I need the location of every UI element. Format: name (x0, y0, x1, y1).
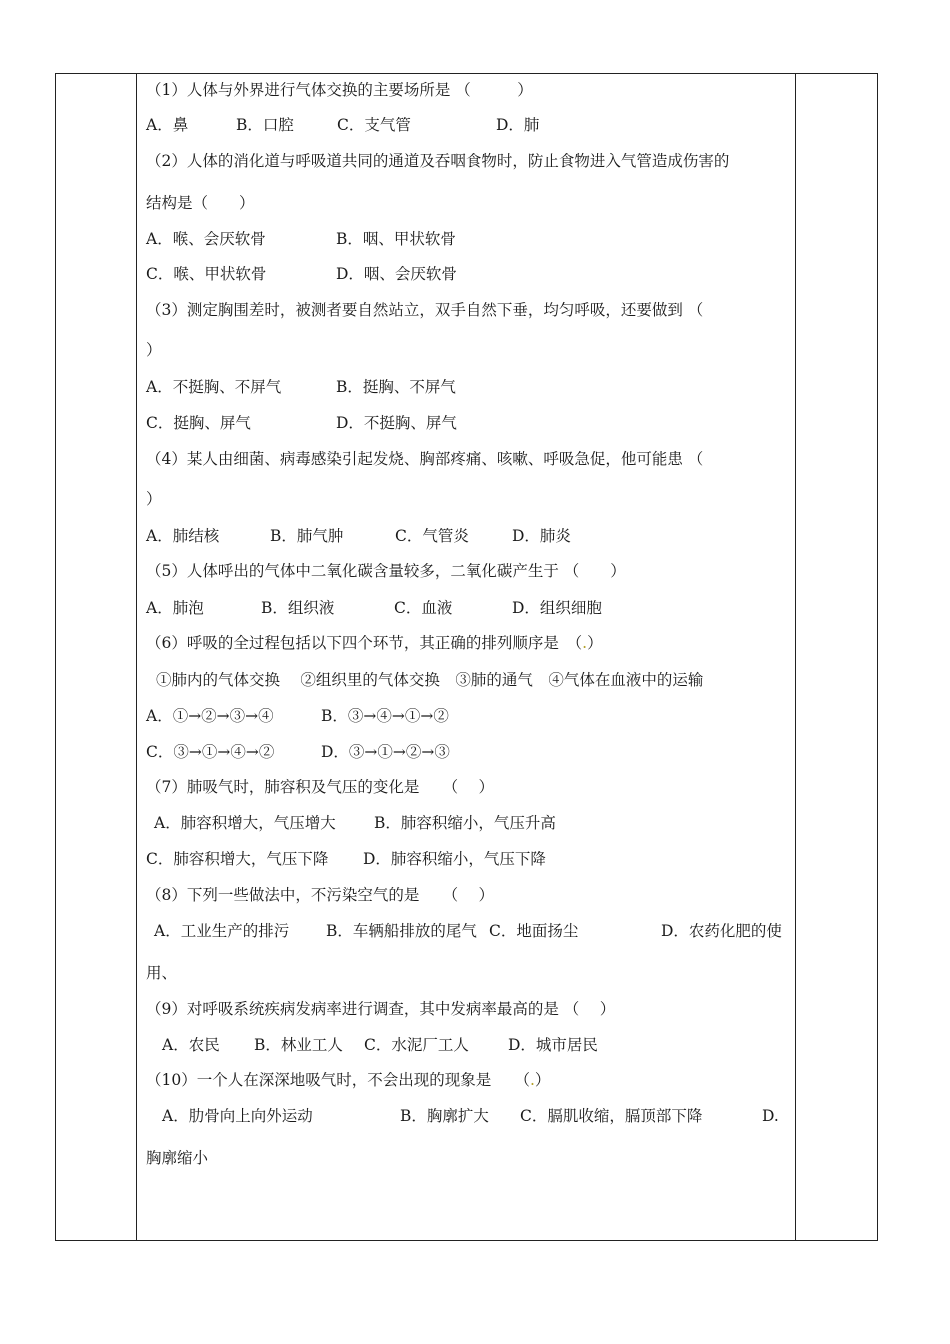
q7-option-a: A．肺容积增大，气压增大 (154, 814, 336, 832)
q3-option-b: B．挺胸、不屏气 (336, 378, 456, 396)
worksheet-table (55, 73, 878, 1241)
right-margin-column (795, 74, 877, 1240)
q4-option-c: C．气管炎 (395, 527, 469, 545)
q10-option-b: B．胸廓扩大 (400, 1107, 489, 1125)
q4-stem-line2: ） (146, 490, 162, 508)
q2-stem-line1: （2）人体的消化道与呼吸道共同的通道及吞咽食物时，防止食物进入气管造成伤害的 (146, 152, 730, 170)
q5-option-d: D．组织细胞 (512, 599, 602, 617)
q10-option-d: D. (762, 1107, 779, 1125)
q6-option-d: D．③→①→②→③ (321, 743, 450, 761)
q5-option-b: B．组织液 (261, 599, 335, 617)
left-margin-column (56, 74, 137, 1240)
q2-option-c: C．喉、甲状软骨 (146, 265, 267, 283)
q9-option-b: B．林业工人 (254, 1036, 343, 1054)
q9-option-a: A．农民 (162, 1036, 220, 1054)
q3-option-a: A．不挺胸、不屏气 (146, 378, 282, 396)
q6-option-b: B．③→④→①→② (321, 707, 449, 725)
q6-items: ①肺内的气体交换 ②组织里的气体交换 ③肺的通气 ④气体在血液中的运输 (156, 671, 704, 689)
q4-option-d: D．肺炎 (512, 527, 571, 545)
q3-option-d: D．不挺胸、屏气 (336, 414, 457, 432)
q10-stem-text: （10）一个人在深深地吸气时，不会出现的现象是 （ (146, 1071, 530, 1089)
q5-option-a: A．肺泡 (146, 599, 204, 617)
q6-stem-text: （6）呼吸的全过程包括以下四个环节，其正确的排列顺序是 （ (146, 634, 583, 652)
q5-stem: （5）人体呼出的气体中二氧化碳含量较多，二氧化碳产生于 （ ） (146, 562, 626, 580)
q3-stem-line1: （3）测定胸围差时，被测者要自然站立，双手自然下垂，均匀呼吸，还要做到 （ (146, 301, 704, 319)
q1-stem: （1）人体与外界进行气体交换的主要场所是 （ ） (146, 81, 533, 99)
q3-option-c: C．挺胸、屏气 (146, 414, 251, 432)
q10-stem (146, 1070, 550, 1090)
q8-option-d-cont: 用、 (146, 964, 178, 982)
q6-stem-mark: . (582, 634, 588, 652)
q10-stem-close: ） (534, 1071, 551, 1089)
q10-option-d-cont: 胸廓缩小 (146, 1149, 209, 1167)
q8-stem: （8）下列一些做法中，不污染空气的是 （ ） (146, 886, 495, 904)
q8-option-d: D．农药化肥的使 (661, 922, 782, 940)
q8-option-c: C．地面扬尘 (489, 922, 579, 940)
q7-option-c: C．肺容积增大，气压下降 (146, 850, 329, 868)
q9-option-d: D．城市居民 (508, 1036, 598, 1054)
q8-option-a: A．工业生产的排污 (154, 922, 290, 940)
q8-option-b: B．车辆船排放的尾气 (326, 922, 477, 940)
q10-option-c: C．膈肌收缩，膈顶部下降 (520, 1107, 703, 1125)
q7-option-b: B．肺容积缩小，气压升高 (374, 814, 556, 832)
q4-option-b: B．肺气肿 (270, 527, 344, 545)
q6-stem-close: ） (587, 634, 603, 652)
q10-stem-mark: . (529, 1071, 535, 1089)
q6-stem (146, 633, 603, 653)
q1-option-a: A．鼻 (146, 116, 189, 134)
q4-option-a: A．肺结核 (146, 527, 220, 545)
q2-option-a: A．喉、会厌软骨 (146, 230, 266, 248)
q3-stem-line2: ） (146, 341, 162, 359)
q6-option-c: C．③→①→④→② (146, 743, 275, 761)
q1-option-c: C．支气管 (337, 116, 411, 134)
q9-stem: （9）对呼吸系统疾病发病率进行调查，其中发病率最高的是 （ ） (146, 1000, 616, 1018)
q2-option-b: B．咽、甲状软骨 (336, 230, 456, 248)
q2-option-d: D．咽、会厌软骨 (336, 265, 457, 283)
q4-stem-line1: （4）某人由细菌、病毒感染引起发烧、胸部疼痛、咳嗽、呼吸急促，他可能患 （ (146, 450, 704, 468)
q9-option-c: C．水泥厂工人 (364, 1036, 469, 1054)
q2-stem-line2: 结构是（ ） (146, 194, 255, 212)
q10-option-a: A．肋骨向上向外运动 (162, 1107, 313, 1125)
q1-option-b: B．口腔 (236, 116, 294, 134)
q6-option-a: A．①→②→③→④ (146, 707, 274, 725)
q5-option-c: C．血液 (394, 599, 453, 617)
q1-option-d: D．肺 (496, 116, 540, 134)
q7-stem: （7）肺吸气时，肺容积及气压的变化是 （ ） (146, 778, 495, 796)
q7-option-d: D．肺容积缩小，气压下降 (363, 850, 546, 868)
